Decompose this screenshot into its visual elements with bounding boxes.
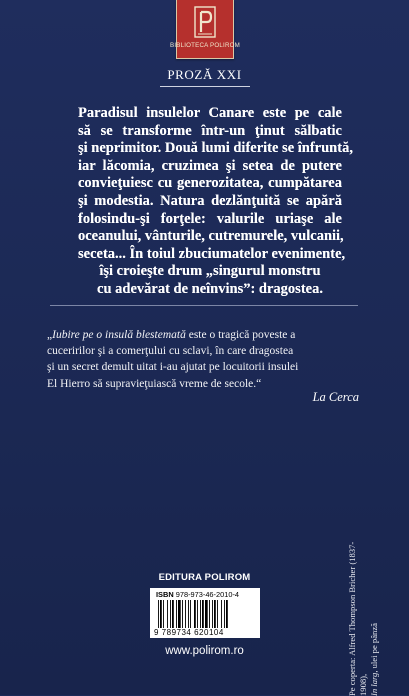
barcode-stripe xyxy=(185,600,186,628)
logo-text: BIBLIOTECA POLIROM xyxy=(170,42,240,49)
isbn-label: ISBN xyxy=(156,590,174,599)
quote-open-mark: „ xyxy=(47,329,53,341)
barcode-stripe xyxy=(190,600,191,628)
barcode-stripe xyxy=(209,600,210,628)
artwork-title: In larg xyxy=(369,672,379,696)
barcode-stripe xyxy=(176,600,177,628)
review-quote xyxy=(47,327,363,392)
publisher-name: EDITURA POLIROM xyxy=(158,572,251,583)
barcode-stripe xyxy=(202,600,204,628)
barcode-stripe xyxy=(205,600,208,628)
quote-line: El Hierro să supravieţuiască vreme de secole.“ xyxy=(47,377,262,390)
blurb-line: şi neprimitor. Două lumi diferite se înfruntă, xyxy=(78,140,353,157)
blurb-line: Paradisul insulelor Canare este pe cale xyxy=(78,105,342,121)
barcode-stripe xyxy=(226,600,228,628)
barcode-stripe xyxy=(182,600,183,628)
website-url[interactable]: www.polirom.ro xyxy=(165,645,244,657)
barcode-stripe xyxy=(170,600,171,628)
barcode-stripe xyxy=(178,600,181,628)
blurb-line: oceanului, vânturile, cutremurele, vulcanii, xyxy=(78,228,344,245)
quote-line xyxy=(47,327,363,343)
barcode-stripe xyxy=(224,600,225,628)
series-underline xyxy=(160,86,250,87)
series-title: PROZĂ XXI xyxy=(167,67,242,82)
barcode-stripe xyxy=(172,600,174,628)
isbn-value: 978-973-46-2010-4 xyxy=(175,590,240,599)
barcode-stripe xyxy=(221,600,222,628)
section-divider xyxy=(50,305,358,306)
blurb-paragraph xyxy=(78,105,353,299)
barcode-stripe xyxy=(167,600,168,628)
credit-line xyxy=(369,536,380,696)
barcode-stripe xyxy=(160,600,162,628)
barcode-stripe xyxy=(197,600,198,628)
blurb-line: şi modestia. Natura dezlănţuită se apără xyxy=(78,192,342,209)
blurb-line: să se transforme într-un ţinut sălbatic xyxy=(78,122,342,139)
quote-text: este o tragică poveste a xyxy=(185,329,296,341)
blurb-line: iar lăcomia, cruzimea şi setea de putere xyxy=(78,157,342,174)
isbn-text xyxy=(156,590,239,599)
blurb-line: îşi croieşte drum „singurul monstru xyxy=(99,263,321,280)
quote-line: cuceririlor şi a comerţului cu sclavi, în care dragostea xyxy=(47,345,294,358)
quote-line: şi un secret demult uitat i-au ajutat pe locuitorii insulei xyxy=(47,361,299,374)
book-title-italic: Iubire pe o insulă blestemată xyxy=(52,329,186,341)
publisher-logo-badge xyxy=(170,0,240,59)
barcode-stripe xyxy=(214,600,216,628)
blurb-line: seceta... În toiul zbuciumatelor evenimente, xyxy=(78,245,346,262)
barcode-stripe xyxy=(158,600,159,628)
quote-source: La Cerca xyxy=(312,390,359,404)
barcode-stripe xyxy=(194,600,196,628)
credit-line: Pe coperta: Alfred Thompson Bricher (1837-1908), xyxy=(347,541,368,696)
barcode-stripe xyxy=(163,600,164,628)
blurb-line: convieţuiesc cu generozitatea, cumpătarea xyxy=(78,175,342,192)
book-p-monogram-icon xyxy=(194,6,216,38)
blurb-line: cu adevărat de neînvins”: dragostea. xyxy=(97,280,323,297)
blurb-line: folosindu-şi forţele: valurile uriaşe ale xyxy=(78,210,342,227)
barcode-bars xyxy=(158,600,253,628)
barcode-panel xyxy=(150,588,260,638)
barcode-stripe xyxy=(217,600,218,628)
artwork-medium: , ulei pe pânză xyxy=(369,623,379,673)
barcode-stripe xyxy=(212,600,213,628)
cover-art-credit xyxy=(347,536,402,696)
barcode-stripe xyxy=(188,600,189,628)
barcode-stripe xyxy=(200,600,201,628)
barcode-digits: 9 789734 620104 xyxy=(154,628,224,637)
